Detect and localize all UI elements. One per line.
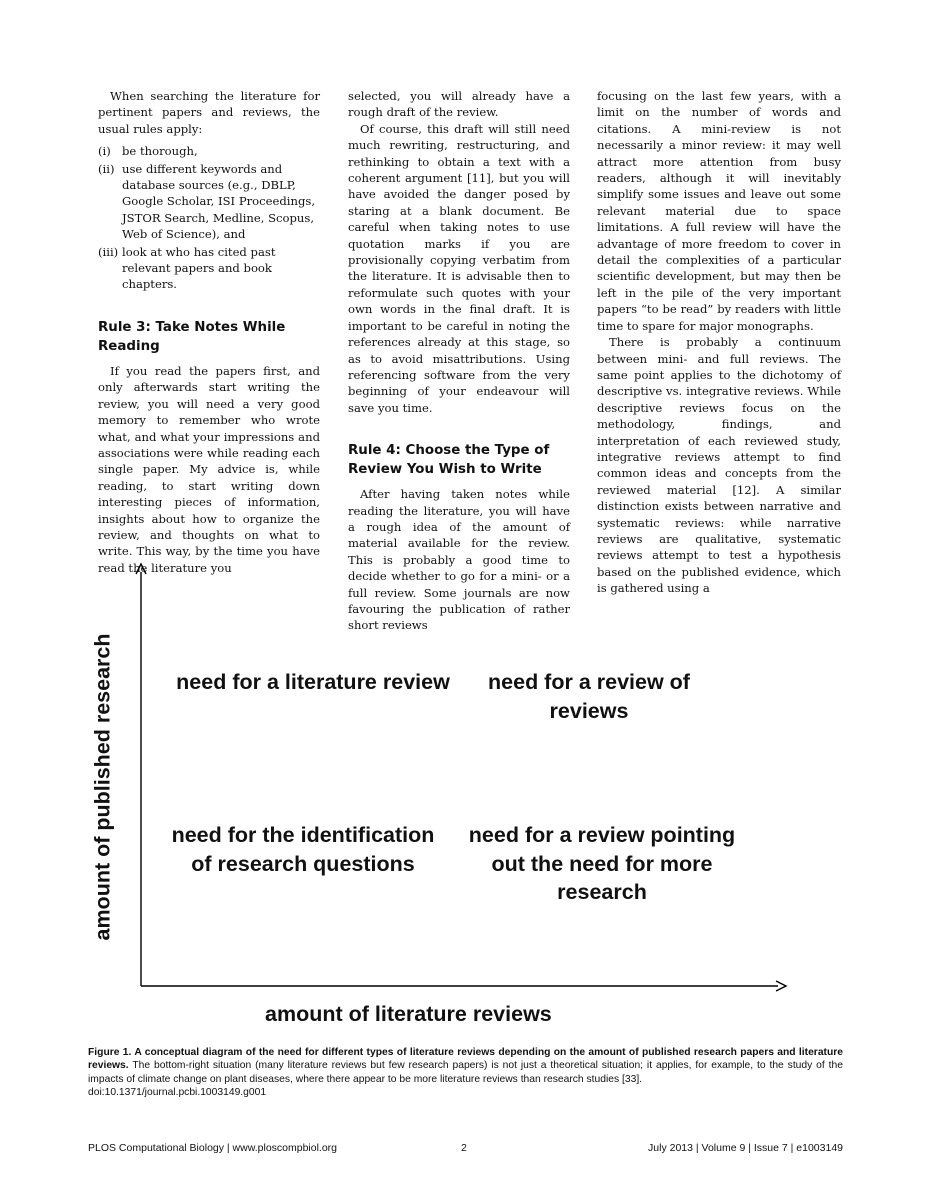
rule3-paragraph: If you read the papers first, and only afterwards start writing the review, you will need a very good memory to remember who wrote what, and what your impressions and associations were while reading each single paper. My advice is, while reading, to start writing down interesting pieces of information, insights about how to organize the review, and thoughts on what to write. This way, by the time you have read the literature you bbox=[98, 363, 320, 575]
figure-diagram bbox=[80, 560, 820, 1035]
rule3-heading: Rule 3: Take Notes While Reading bbox=[98, 319, 286, 354]
rule4-heading: Rule 4: Choose the Type of Review You Wish to Write bbox=[348, 443, 550, 478]
list-text: use different keywords and database sources (e.g., DBLP, Google Scholar, ISI Proceedings, JSTOR Search, Medline, Scopus, Web of Science), and bbox=[122, 161, 316, 242]
list-item bbox=[98, 143, 320, 159]
list-text: be thorough, bbox=[122, 144, 198, 159]
figure-caption bbox=[88, 1046, 843, 1099]
list-number: (ii) bbox=[98, 161, 115, 176]
paragraph: selected, you will already have a rough draft of the review. bbox=[348, 89, 570, 120]
paragraph: Of course, this draft will still need much rewriting, restructuring, and rethinking to obtain a text with a coherent argument [11], but you will have avoided the danger posed by staring at a blank document. Be careful when taking notes to use quotation marks if you are provisionally copying verbatim from the literature. It is advisable then to reformulate such quotes with your own words in the final draft. It is important to be careful in noting the references already at this stage, so as to avoid misattributions. Using referencing software from the very beginning of your endeavour will save you time. bbox=[348, 121, 570, 415]
paragraph: focusing on the last few years, with a limit on the number of words and citations. A mini-review is not necessarily a minor review: it may well attract more attention from busy readers, although it will inevitably simplify some issues and leave out some relevant material due to space limitations. A full review will have the advantage of more freedom to cover in detail the complexities of a particular scientific development, but may then be left in the pile of the very important papers “to be read” by readers with little time to spare for major monographs. bbox=[597, 89, 841, 333]
list-number: (i) bbox=[98, 144, 111, 159]
quadrant-bottom-left: need for the identification of research questions bbox=[171, 823, 435, 876]
list-number: (iii) bbox=[98, 244, 119, 259]
quadrant-top-left: need for a literature review bbox=[176, 670, 450, 694]
footer-journal: PLOS Computational Biology | www.ploscompbiol.org bbox=[88, 1142, 338, 1154]
list-item bbox=[98, 161, 320, 243]
list-item bbox=[98, 244, 320, 293]
text-column-3 bbox=[597, 88, 841, 597]
caption-doi[interactable]: doi:10.1371/journal.pcbi.1003149.g001 bbox=[88, 1086, 267, 1098]
intro-paragraph: When searching the literature for pertinent papers and reviews, the usual rules apply: bbox=[98, 89, 320, 136]
text-column-1 bbox=[98, 88, 320, 576]
x-axis-label: amount of literature reviews bbox=[265, 1002, 552, 1026]
quadrant-bottom-right: need for a review pointing out the need for more research bbox=[468, 823, 736, 904]
caption-title: Figure 1. A conceptual diagram of the need for different types of literature reviews depending on the amount of published research papers and literature reviews. bbox=[88, 1047, 843, 1072]
text-column-2 bbox=[348, 88, 570, 634]
caption-body: The bottom-right situation (many literature reviews but few research papers) is not just a theoretical situation; it applies, for example, to the study of the impacts of climate change on plant diseases, where there appear to be more literature reviews than research studies [33]. bbox=[88, 1060, 843, 1085]
paragraph: There is probably a continuum between mini- and full reviews. The same point applies to the dichotomy of descriptive vs. integrative reviews. While descriptive reviews focus on the methodology, findings, and interpretation of each reviewed study, integrative reviews attempt to find common ideas and concepts from the reviewed material [12]. A similar distinction exists between narrative and systematic reviews: while narrative reviews are qualitative, systematic reviews attempt to test a hypothesis based on the published evidence, which is gathered using a bbox=[597, 335, 841, 596]
page-number: 2 bbox=[461, 1142, 467, 1154]
list-text: look at who has cited past relevant papers and book chapters. bbox=[122, 244, 276, 292]
paragraph: After having taken notes while reading the literature, you will have a rough idea of the amount of material available for the review. This is probably a good time to decide whether to go for a mini- or a full review. Some journals are now favouring the publication of rather short reviews bbox=[348, 487, 570, 633]
footer-issue: July 2013 | Volume 9 | Issue 7 | e1003149 bbox=[648, 1142, 843, 1154]
page-footer bbox=[88, 1142, 843, 1158]
quadrant-top-right: need for a review of reviews bbox=[488, 670, 690, 723]
search-rules-list bbox=[98, 143, 320, 293]
y-axis-label: amount of published research bbox=[90, 633, 115, 941]
